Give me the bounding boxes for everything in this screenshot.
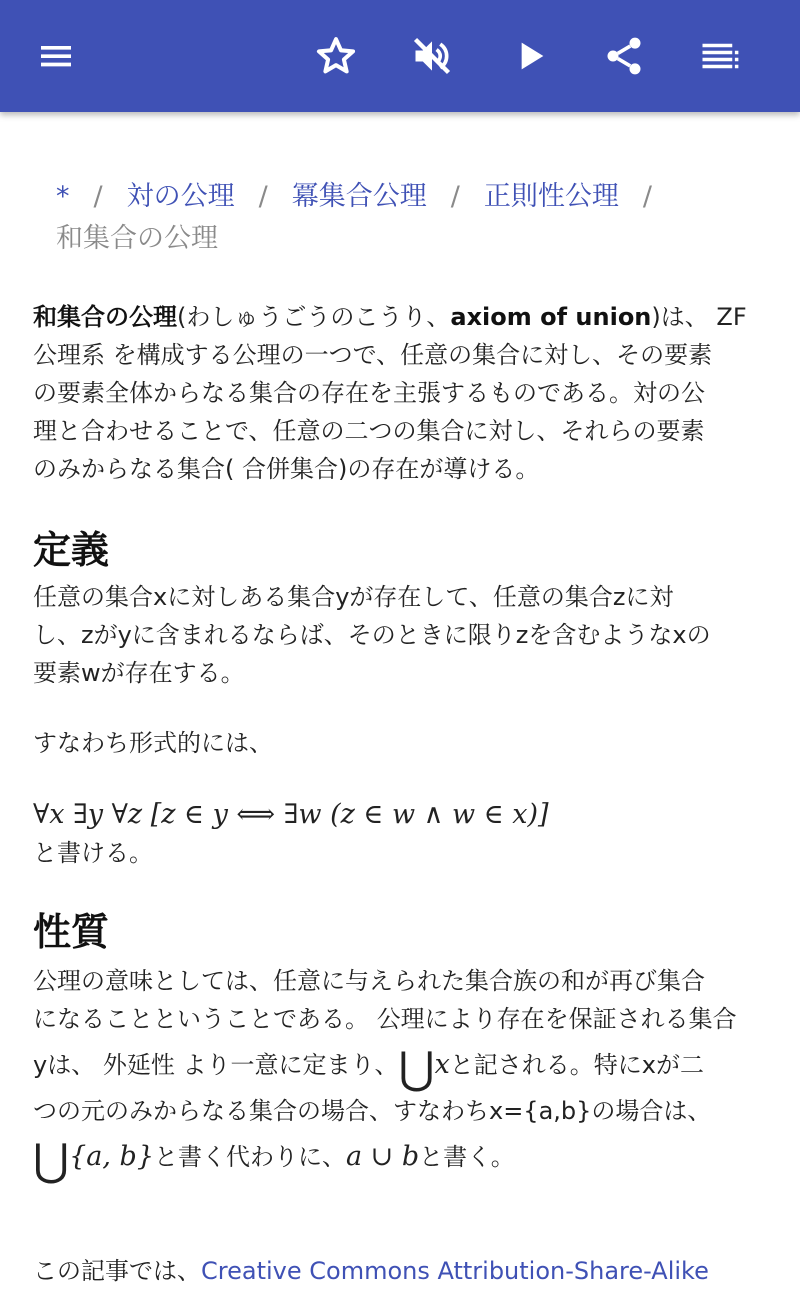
definition-heading: 定義 [33,528,110,572]
definition-line-2: し、zがyに含まれるならば、そのときに限りzを含むようなxの [33,621,711,649]
formula-block [33,796,773,872]
intro-paragraph [33,298,773,488]
intro-line-5: のみからなる集合( 合併集合)の存在が導ける。 [33,455,540,483]
union-axiom-formula: ∀x ∃y ∀z [z ∈ y ⟺ ∃w (z ∈ w ∧ w ∈ x)] [33,799,549,830]
intro-line-2: 公理系 を構成する公理の一つで、任意の集合に対し、その要素 [33,341,713,369]
breadcrumb-home[interactable]: * [56,181,70,212]
intro-reading: (わしゅうごうのこうり、 [177,303,451,331]
breadcrumb-separator: / [258,181,268,212]
properties-line-3-end: と記される。特にxが二 [449,1051,704,1079]
english-name-bold: axiom of union [450,303,652,331]
license-link[interactable]: Creative Commons Attribution-Share-Alike [201,1257,709,1285]
breadcrumb-current: 和集合の公理 [56,223,218,254]
formula-caption: と書ける。 [33,839,153,867]
union-expression: a ∪ b [346,1141,420,1172]
breadcrumb-item-pair-axiom[interactable]: 対の公理 [126,181,235,212]
properties-line-3-start: yは、 外延性 より一意に定まり、 [33,1051,399,1079]
app-bar [0,0,800,112]
intro-line-1 [33,298,773,336]
breadcrumb-item-power-set-axiom[interactable]: 冪集合公理 [291,181,427,212]
properties-line-5 [33,1130,773,1184]
properties-line-5-end: と書く。 [419,1143,515,1171]
properties-paragraph [33,962,773,1184]
definition-line-3: 要素wが存在する。 [33,659,245,687]
playlist-icon[interactable] [696,32,744,80]
properties-line-3 [33,1038,773,1092]
intro-line-4: 理と合わせることで、任意の二つの集合に対し、それらの要素 [33,417,705,445]
intro-after-english: )は、 ZF [651,303,747,331]
definition-paragraph [33,578,773,692]
star-icon[interactable] [312,32,360,80]
intro-line-3: の要素全体からなる集合の存在を主張するものである。対の公 [33,379,705,407]
properties-line-2: になることということである。 公理により存在を保証される集合 [33,1005,737,1033]
properties-heading: 性質 [33,910,110,954]
breadcrumb-separator: / [642,181,652,212]
breadcrumb-item-regularity-axiom[interactable]: 正則性公理 [483,181,619,212]
breadcrumb [56,176,756,260]
license-footer [33,1252,773,1290]
properties-line-5-mid: と書く代わりに、 [154,1143,346,1171]
pair-set-expression: {a, b} [69,1141,154,1172]
breadcrumb-separator: / [93,181,103,212]
play-icon[interactable] [506,32,554,80]
volume-off-icon[interactable] [408,32,456,80]
properties-line-1: 公理の意味としては、任意に与えられた集合族の和が再び集合 [33,967,705,995]
breadcrumb-separator: / [450,181,460,212]
formal-intro: すなわち形式的には、 [33,729,273,757]
article-title-bold: 和集合の公理 [33,303,177,331]
definition-line-1: 任意の集合xに対しある集合yが存在して、任意の集合zに対 [33,583,674,611]
license-prefix: この記事では、 [33,1257,201,1285]
properties-line-4: つの元のみからなる集合の場合、すなわちx={a,b}の場合は、 [33,1097,712,1125]
share-icon[interactable] [600,32,648,80]
union-variable-x: x [434,1049,450,1080]
menu-icon[interactable] [32,32,80,80]
big-union-symbol: ⋃ [398,1043,435,1094]
big-union-symbol: ⋃ [33,1135,70,1186]
